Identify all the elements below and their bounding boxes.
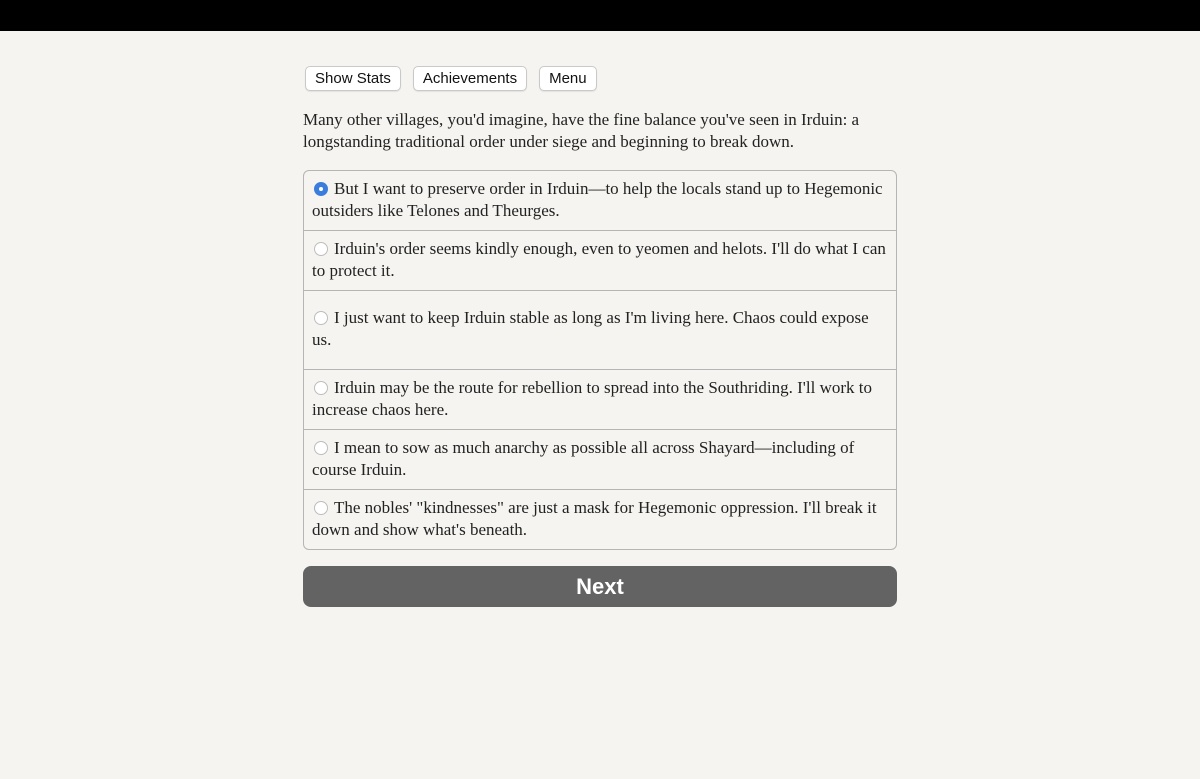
menu-button[interactable]: Menu (539, 66, 597, 91)
radio-icon[interactable] (314, 381, 328, 395)
next-button[interactable]: Next (303, 566, 897, 607)
story-text: Many other villages, you'd imagine, have the fine balance you've seen in Irduin: a longstanding traditional order under siege and beginning to break down. (303, 110, 860, 151)
choice-option[interactable] (304, 489, 896, 549)
achievements-button[interactable]: Achievements (413, 66, 527, 91)
choice-label: The nobles' "kindnesses" are just a mask for Hegemonic oppression. I'll break it down and show what's beneath. (312, 498, 877, 539)
choice-option[interactable] (304, 429, 896, 489)
choice-option[interactable] (304, 369, 896, 429)
choice-option[interactable] (304, 171, 896, 230)
choice-label: Irduin's order seems kindly enough, even to yeomen and helots. I'll do what I can to protect it. (312, 239, 886, 280)
choice-option[interactable] (304, 290, 896, 369)
choice-label: I just want to keep Irduin stable as long as I'm living here. Chaos could expose us. (312, 308, 869, 349)
choice-label: I mean to sow as much anarchy as possible all across Shayard—including of course Irduin. (312, 438, 855, 479)
choice-label: But I want to preserve order in Irduin—to help the locals stand up to Hegemonic outsiders like Telones and Theurges. (312, 179, 883, 220)
radio-icon[interactable] (314, 441, 328, 455)
game-content (303, 66, 897, 607)
choice-option[interactable] (304, 230, 896, 290)
choice-label: Irduin may be the route for rebellion to spread into the Southriding. I'll work to increase chaos here. (312, 378, 872, 419)
show-stats-button[interactable]: Show Stats (305, 66, 401, 91)
radio-icon[interactable] (314, 242, 328, 256)
choice-list (303, 170, 897, 550)
toolbar (305, 66, 897, 91)
top-bar (0, 0, 1200, 31)
radio-icon[interactable] (314, 501, 328, 515)
radio-icon[interactable] (314, 311, 328, 325)
radio-selected-icon[interactable] (314, 182, 328, 196)
